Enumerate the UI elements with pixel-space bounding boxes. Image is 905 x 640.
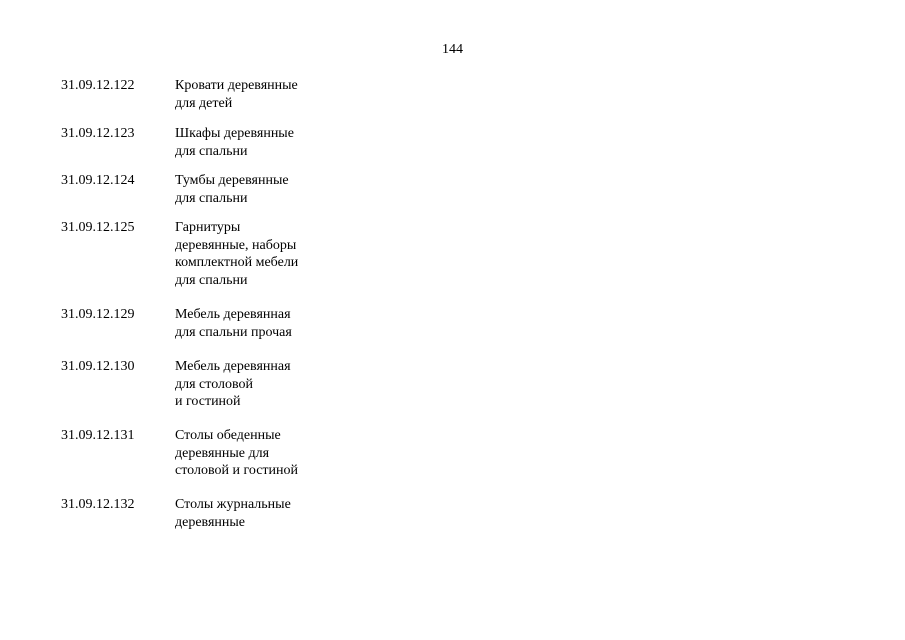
item-name-line: для столовой [175,376,254,392]
item-code: 31.09.12.130 [61,359,135,374]
item-name [175,496,375,531]
item-name [175,125,375,160]
item-name [175,219,375,289]
item-name-line: и гостиной [175,394,241,409]
item-name-line: для спальни [175,143,248,159]
item-name [175,172,375,207]
item-name-line: для спальни прочая [175,324,292,340]
item-name-line: для детей [175,95,233,111]
item-name-line: для спальни [175,272,248,288]
item-name-line: Кровати деревянные [175,78,298,93]
item-name-line: Столы обеденные [175,428,281,443]
item-name-line: Мебель деревянная [175,359,291,374]
item-name-line: Гарнитуры [175,220,241,235]
item-name-line: для спальни [175,190,248,206]
item-name-line: деревянные [175,514,246,530]
item-name [175,306,375,341]
item-code: 31.09.12.131 [61,428,135,443]
item-name-line: комплектной мебели [175,255,299,270]
item-name-line: столовой и гостиной [175,463,298,478]
item-code: 31.09.12.132 [61,497,135,512]
item-name-line: Мебель деревянная [175,307,291,322]
item-name-line: деревянные для [175,445,270,461]
item-code: 31.09.12.123 [61,126,135,141]
item-name [175,358,375,411]
item-name-line: деревянные, наборы [175,237,297,253]
item-code: 31.09.12.122 [61,78,135,93]
item-code: 31.09.12.124 [61,173,135,188]
item-name-line: Шкафы деревянные [175,126,294,141]
item-code: 31.09.12.125 [61,220,135,235]
page-number: 144 [442,42,463,57]
item-name [175,77,375,112]
item-name-line: Тумбы деревянные [175,173,289,188]
item-name-line: Столы журнальные [175,497,291,512]
item-name [175,427,375,480]
item-code: 31.09.12.129 [61,307,135,322]
